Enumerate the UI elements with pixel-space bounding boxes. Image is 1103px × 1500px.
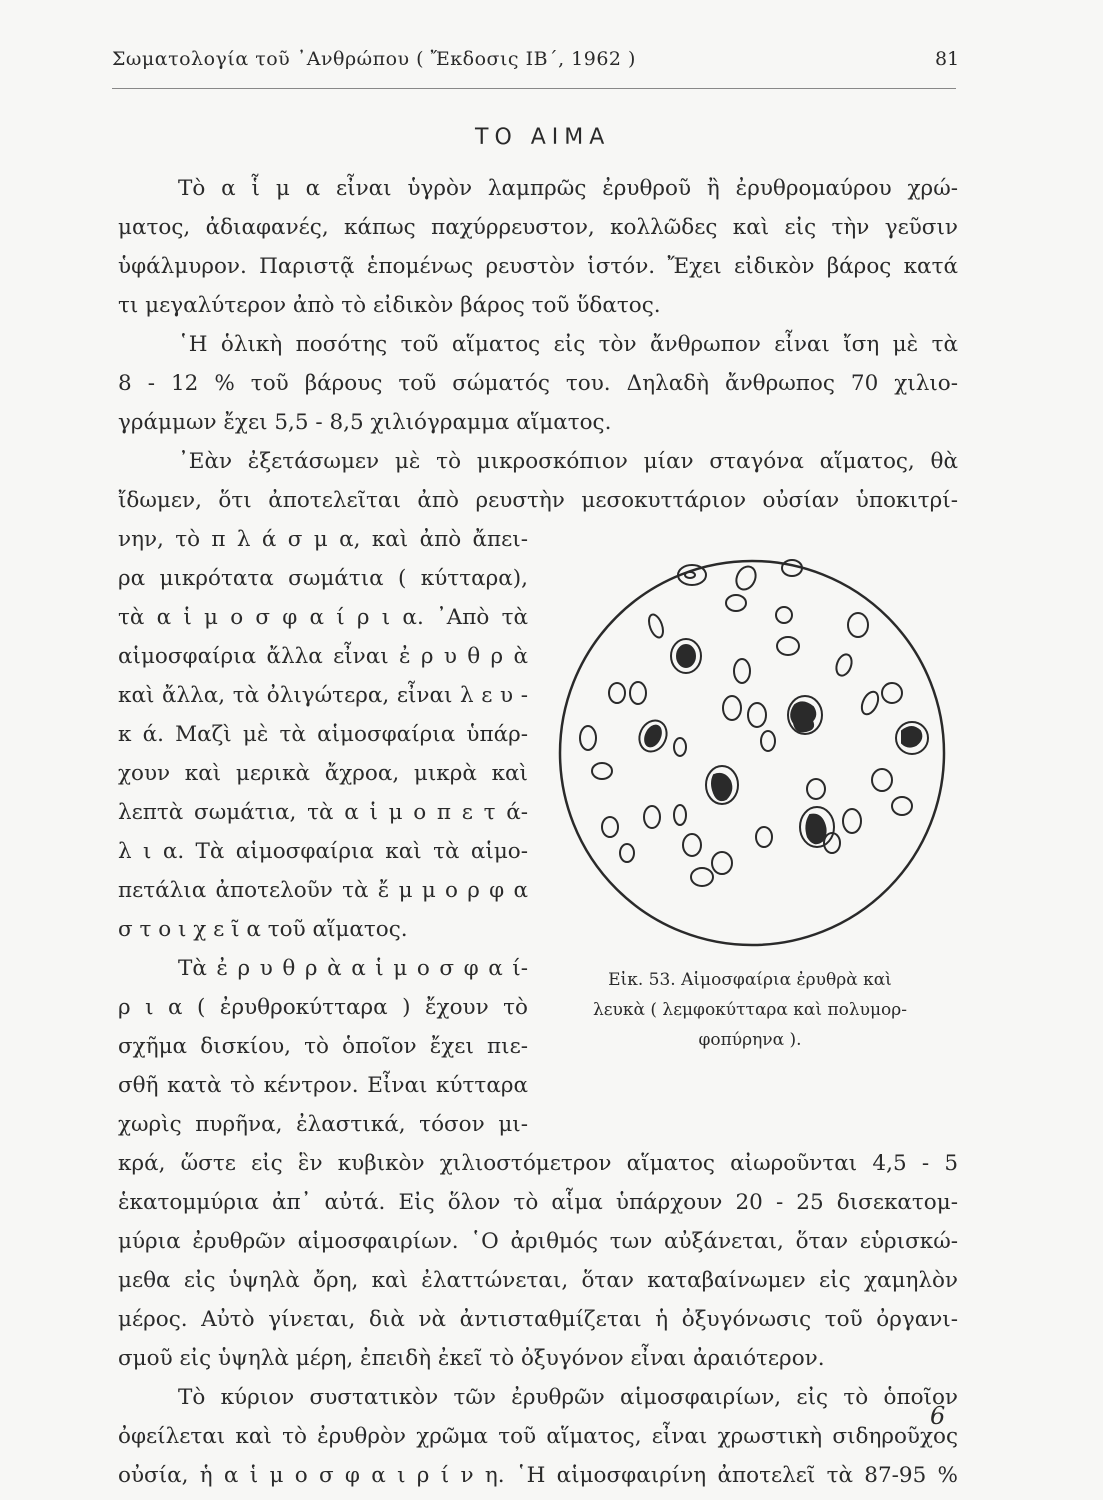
red-cell: [843, 809, 861, 833]
white-cell-nucleus: [806, 815, 825, 844]
body-line: αἱμοσφαίρια ἄλλα εἶναι ἐ ρ υ θ ρ ὰ: [118, 644, 528, 669]
microscope-field: [560, 561, 944, 945]
body-line: καὶ ἄλλα, τὰ ὀλιγώτερα, εἶναι λ ε υ -: [118, 683, 528, 708]
body-line: 8 - 12 % τοῦ βάρους τοῦ σώματός του. Δηλαδὴ ἄνθρωπος 70 χιλιο-: [118, 371, 958, 396]
white-cell-nucleus: [642, 723, 664, 749]
red-cell: [756, 827, 772, 847]
red-cell: [609, 683, 625, 703]
body-line: τι μεγαλύτερον ἀπὸ τὸ εἰδικὸν βάρος τοῦ ὕδατος.: [118, 293, 661, 318]
body-line: ἑκατομμύρια ἀπ᾿ αὐτά. Εἰς ὅλον τὸ αἷμα ὑπάρχουν 20 - 25 δισεκατομ-: [118, 1190, 958, 1215]
body-line: ῾Η ὁλικὴ ποσότης τοῦ αἵματος εἰς τὸν ἄνθρωπον εἶναι ἴση μὲ τὰ: [178, 332, 958, 357]
body-line: Τὸ α ἷ μ α εἶναι ὑγρὸν λαμπρῶς ἐρυθροῦ ἢ ἐρυθρομαύρου χρώ-: [178, 176, 958, 201]
body-line: Τὰ ἐ ρ υ θ ρ ὰ α ἱ μ ο σ φ α ί-: [178, 956, 528, 981]
red-cell: [882, 683, 902, 703]
body-line: ᾿Εὰν ἐξετάσωμεν μὲ τὸ μικροσκόπιον μίαν σταγόνα αἵματος, θὰ: [178, 449, 958, 474]
red-cell: [723, 696, 741, 720]
body-line: ρ ι α ( ἐρυθροκύτταρα ) ἔχουν τὸ: [118, 995, 528, 1020]
body-line: σ τ ο ι χ ε ῖ α τοῦ αἵματος.: [118, 917, 408, 942]
red-cell: [674, 738, 686, 756]
figure-caption: λευκὰ ( λεμφοκύτταρα καὶ πολυμορ-: [592, 1000, 908, 1020]
red-cell: [712, 852, 732, 874]
header-title: Σωματολογία τοῦ ᾿Ανθρώπου ( Ἔκδοσις ΙΒ΄, 1962 ): [112, 48, 636, 70]
body-line: τὰ α ἱ μ ο σ φ α ί ρ ι α. ᾿Απὸ τὰ: [118, 605, 528, 630]
red-cell: [892, 797, 912, 815]
red-cell: [685, 572, 695, 578]
body-line: σθῆ κατὰ τὸ κέντρον. Εἶναι κύτταρα: [118, 1073, 528, 1098]
red-cell: [580, 726, 596, 750]
red-cell: [602, 817, 618, 837]
header-rule: [112, 88, 956, 89]
body-line: χουν καὶ μερικὰ ἄχροα, μικρὰ καὶ: [118, 761, 528, 786]
red-cell: [734, 659, 750, 683]
red-cell: [777, 637, 799, 655]
red-cell: [748, 703, 766, 727]
figure-caption: Εἰκ. 53. Αἱμοσφαίρια ἐρυθρὰ καὶ: [608, 970, 892, 990]
section-title: ΤΟ ΑΙΜΑ: [475, 125, 611, 150]
red-cell: [733, 563, 759, 592]
body-line: λ ι α. Τὰ αἱμοσφαίρια καὶ τὰ αἱμο-: [118, 839, 528, 864]
body-line: μέρος. Αὐτὸ γίνεται, διὰ νὰ ἀντισταθμίζεται ἡ ὀξυγόνωσις τοῦ ὀργανι-: [118, 1307, 958, 1332]
white-cell-nucleus: [712, 774, 731, 800]
red-cell: [848, 613, 868, 637]
body-line: σχῆμα δισκίου, τὸ ὁποῖον ἔχει πιε-: [118, 1034, 528, 1059]
red-cell: [592, 763, 612, 779]
body-line: χωρὶς πυρῆνα, ἐλαστικά, τόσον μι-: [118, 1112, 528, 1137]
red-cell: [807, 779, 825, 799]
red-cell: [683, 834, 701, 856]
footer-signature: 6: [930, 1402, 946, 1430]
red-cell: [834, 652, 855, 677]
body-line: ὀφείλεται καὶ τὸ ἐρυθρὸν χρῶμα τοῦ αἵματος, εἶναι χρωστικὴ σιδηροῦχος: [118, 1424, 958, 1449]
body-line: μεθα εἰς ὑψηλὰ ὄρη, καὶ ἐλαττώνεται, ὅταν καταβαίνωμεν εἰς χαμηλὸν: [118, 1268, 958, 1293]
red-cell: [726, 595, 746, 611]
red-cell: [761, 731, 775, 751]
red-cell: [644, 806, 660, 828]
white-cell-nucleus: [677, 645, 695, 667]
body-line: οὐσία, ἡ α ἱ μ ο σ φ α ι ρ ί ν η. ῾Η αἱμοσφαιρίνη ἀποτελεῖ τὰ 87-95 %: [118, 1463, 958, 1488]
body-line: λεπτὰ σωμάτια, τὰ α ἱ μ ο π ε τ ά-: [118, 800, 528, 825]
body-line: ὑφάλμυρον. Παριστᾷ ἑπομένως ρευστὸν ἱστόν. Ἔχει εἰδικὸν βάρος κατά: [118, 254, 958, 279]
red-cell: [776, 607, 792, 623]
body-line: σμοῦ εἰς ὑψηλὰ μέρη, ἐπειδὴ ἐκεῖ τὸ ὀξυγόνον εἶναι ἀραιότερον.: [118, 1346, 825, 1371]
red-cell: [674, 805, 686, 825]
red-cell: [620, 844, 634, 862]
body-line: κ ά. Μαζὶ μὲ τὰ αἱμοσφαίρια ὑπάρ-: [118, 722, 528, 747]
body-line: πετάλια ἀποτελοῦν τὰ ἔ μ μ ο ρ φ α: [118, 878, 528, 903]
red-cell: [859, 689, 882, 717]
body-line: ἴδωμεν, ὅτι ἀποτελεῖται ἀπὸ ρευστὴν μεσοκυττάριον οὐσίαν ὑποκιτρί-: [118, 488, 958, 513]
body-line: νην, τὸ π λ ά σ μ α, καὶ ἀπὸ ἄπει-: [118, 527, 528, 552]
blood-cells-figure: [552, 553, 952, 953]
white-cell-nucleus: [902, 727, 921, 747]
body-line: γράμμων ἔχει 5,5 - 8,5 χιλιόγραμμα αἵματος.: [118, 410, 612, 435]
red-cell: [691, 868, 713, 886]
red-cell: [630, 682, 646, 704]
body-line: μύρια ἐρυθρῶν αἱμοσφαιρίων. ῾Ο ἀριθμός των αὐξάνεται, ὅταν εὑρισκώ-: [118, 1229, 958, 1254]
red-cell: [872, 769, 892, 791]
body-line: κρά, ὥστε εἰς ἓν κυβικὸν χιλιοστόμετρον αἵματος αἰωροῦνται 4,5 - 5: [118, 1151, 958, 1176]
body-line: Τὸ κύριον συστατικὸν τῶν ἐρυθρῶν αἱμοσφαιρίων, εἰς τὸ ὁποῖον: [178, 1385, 958, 1410]
body-line: ματος, ἀδιαφανές, κάπως παχύρρευστον, κολλῶδες καὶ εἰς τὴν γεῦσιν: [118, 215, 958, 240]
figure-caption: φοπύρηνα ).: [698, 1030, 802, 1050]
red-cell: [646, 613, 665, 640]
body-line: ρα μικρότατα σωμάτια ( κύτταρα),: [118, 566, 528, 591]
page-number: 81: [935, 48, 960, 70]
white-cell-nucleus: [791, 702, 815, 731]
